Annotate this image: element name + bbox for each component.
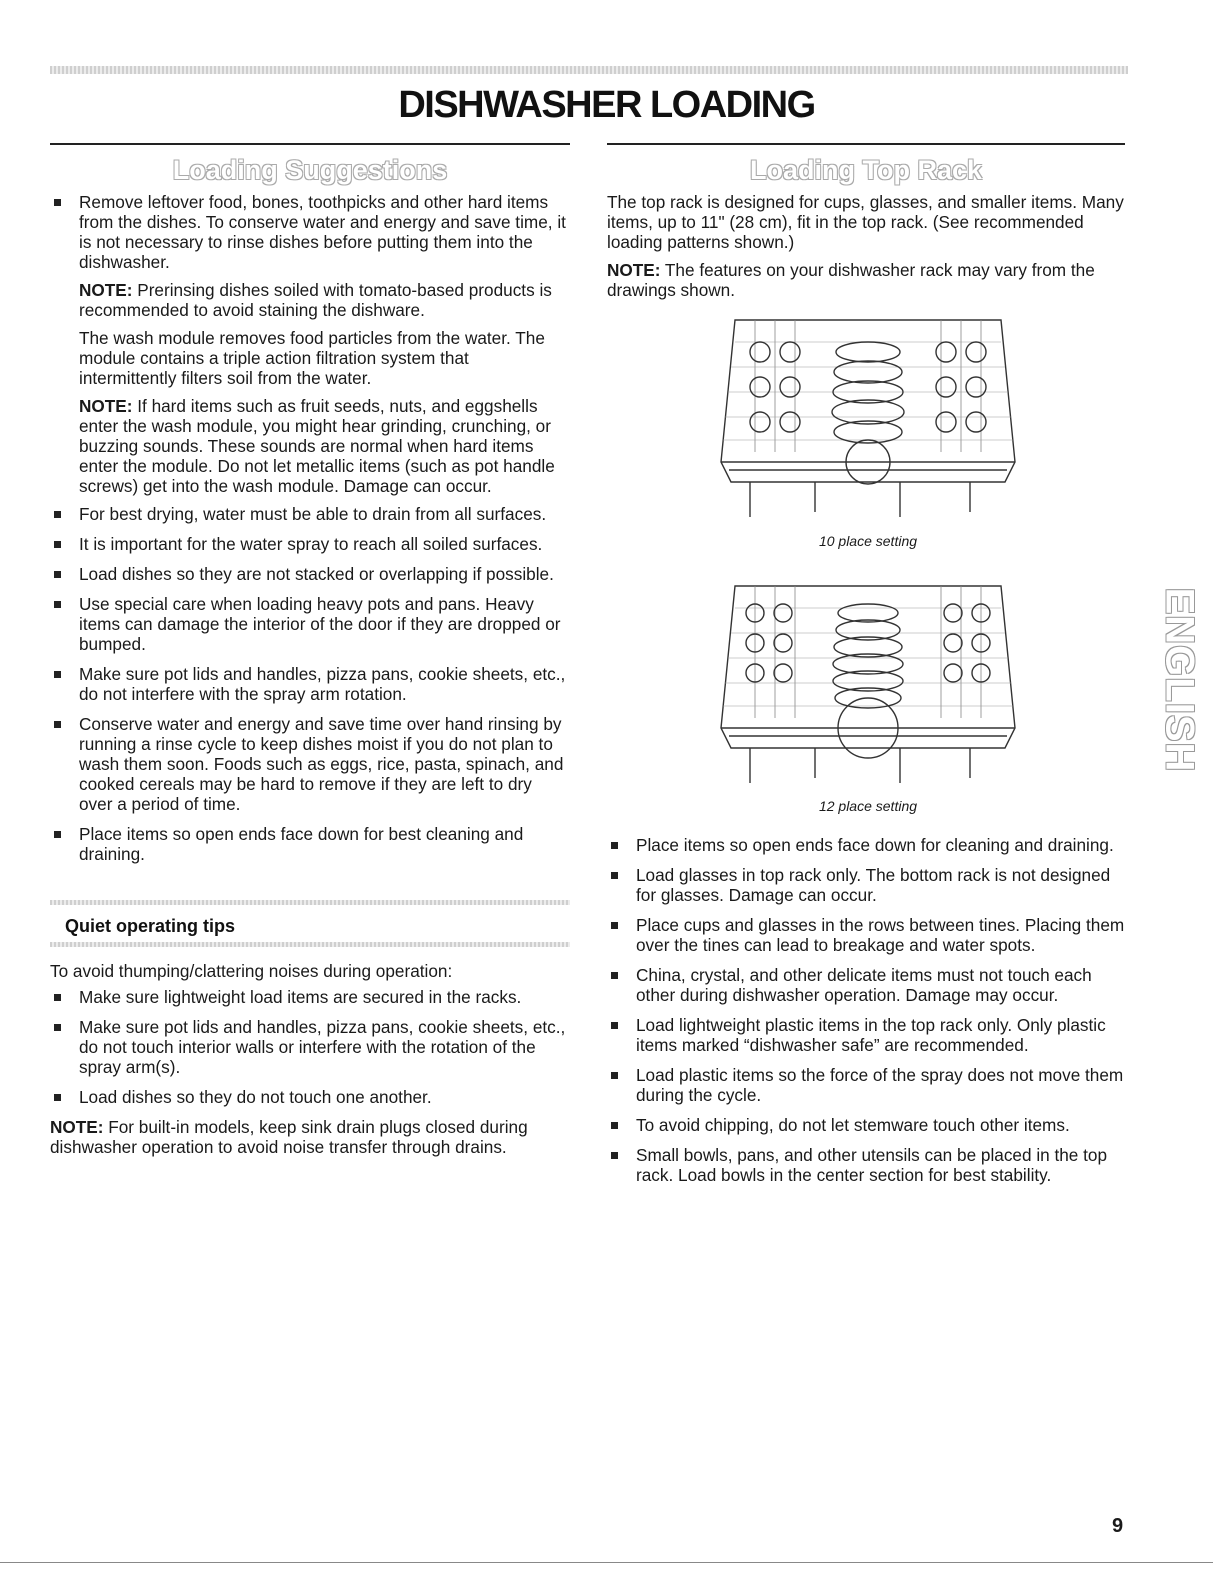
note-text: The features on your dishwasher rack may vary from the drawings shown. xyxy=(607,260,1095,300)
top-rack-tips-body xyxy=(607,835,1125,1185)
list-item: Load dishes so they do not touch one another. xyxy=(50,1087,570,1107)
note-text: Prerinsing dishes soiled with tomato-based products is recommended to avoid staining the dishware. xyxy=(79,280,552,320)
list-item: Load dishes so they are not stacked or overlapping if possible. xyxy=(50,564,570,584)
list-item: Make sure pot lids and handles, pizza pans, cookie sheets, etc., do not touch interior walls or interfere with the rotation of the spray arm(s). xyxy=(50,1017,570,1077)
list-item: Remove leftover food, bones, toothpicks and other hard items from the dishes. To conserve water and energy and save time, it is not necessary to rinse dishes before putting them into the dishwasher. xyxy=(50,192,570,272)
list-item: To avoid chipping, do not let stemware touch other items. xyxy=(607,1115,1125,1135)
page-number: 9 xyxy=(1112,1515,1124,1537)
loading-suggestions-body xyxy=(50,192,570,864)
quiet-tips-top-band xyxy=(50,900,570,905)
quiet-tips-heading: Quiet operating tips xyxy=(65,916,236,936)
rack-10-place-setting-drawing xyxy=(715,312,1021,527)
list-item: For best drying, water must be able to drain from all surfaces. xyxy=(50,504,570,524)
loading-top-rack-heading: Loading Top Rack xyxy=(749,155,982,185)
figure-caption: 12 place setting xyxy=(818,798,918,814)
note-text: If hard items such as fruit seeds, nuts, and eggshells enter the wash module, you might hear grinding, crunching, or buzzing sounds. These sounds are normal when hard items enter the module. Do not let metallic items (such as pot handle screws) get into the wash module. Damage can occur. xyxy=(79,396,555,496)
prerinse-note xyxy=(50,280,570,320)
top-rack-intro: The top rack is designed for cups, glasses, and smaller items. Many items, up to 11" (28 cm), fit in the top rack. (See recommended loading patterns shown.) xyxy=(607,192,1124,252)
list-item: Small bowls, pans, and other utensils can be placed in the top rack. Load bowls in the center section for best stability. xyxy=(607,1145,1125,1185)
list-item: Use special care when loading heavy pots and pans. Heavy items can damage the interior of the door if they are dropped or bumped. xyxy=(50,594,570,654)
top-rack-list xyxy=(607,835,1125,1185)
loading-suggestions-heading: Loading Suggestions xyxy=(172,155,448,185)
right-section-rule xyxy=(607,143,1125,145)
wash-module-paragraph: The wash module removes food particles from the water. The module contains a triple action filtration system that intermittently filters soil from the water. xyxy=(79,328,545,388)
list-item: Place items so open ends face down for best cleaning and draining. xyxy=(50,824,570,864)
built-in-note xyxy=(50,1117,570,1157)
suggestions-list xyxy=(50,192,570,272)
list-item: Make sure pot lids and handles, pizza pans, cookie sheets, etc., do not interfere with the spray arm rotation. xyxy=(50,664,570,704)
list-item: Load glasses in top rack only. The bottom rack is not designed for glasses. Damage can occur. xyxy=(607,865,1125,905)
rack-12-place-setting-drawing xyxy=(715,578,1021,793)
list-item: Load plastic items so the force of the spray does not move them during the cycle. xyxy=(607,1065,1125,1105)
list-item: Place items so open ends face down for cleaning and draining. xyxy=(607,835,1125,855)
rack-features-note xyxy=(607,260,1125,300)
note-label: NOTE: xyxy=(79,396,133,416)
suggestions-list-continued xyxy=(50,504,570,864)
hard-items-note xyxy=(50,396,570,496)
note-label: NOTE: xyxy=(50,1117,104,1137)
quiet-tips-list xyxy=(50,987,570,1107)
note-label: NOTE: xyxy=(79,280,133,300)
list-item: It is important for the water spray to reach all soiled surfaces. xyxy=(50,534,570,554)
list-item: Load lightweight plastic items in the top rack only. Only plastic items marked “dishwasher safe” are recommended. xyxy=(607,1015,1125,1055)
page-title: DISHWASHER LOADING xyxy=(398,84,815,126)
top-rack-intro-block xyxy=(607,192,1125,300)
figure-caption: 10 place setting xyxy=(818,533,918,549)
left-section-rule xyxy=(50,143,570,145)
list-item: Make sure lightweight load items are secured in the racks. xyxy=(50,987,570,1007)
language-label: ENGLISH xyxy=(1157,587,1202,773)
note-label: NOTE: xyxy=(607,260,661,280)
quiet-tips-intro: To avoid thumping/clattering noises during operation: xyxy=(50,961,453,981)
list-item: Conserve water and energy and save time over hand rinsing by running a rinse cycle to keep dishes moist if you do not plan to wash them soon. Foods such as eggs, rice, pasta, spinach, and cooked cereals may be hard to remove if they are left to dry over a period of time. xyxy=(50,714,570,814)
list-item: China, crystal, and other delicate items must not touch each other during dishwasher operation. Damage may occur. xyxy=(607,965,1125,1005)
note-text: For built-in models, keep sink drain plugs closed during dishwasher operation to avoid noise transfer through drains. xyxy=(50,1117,528,1157)
quiet-tips-body xyxy=(50,961,570,1157)
list-item: Place cups and glasses in the rows between tines. Placing them over the tines can lead to breakage and water spots. xyxy=(607,915,1125,955)
footer-rule xyxy=(0,1562,1213,1563)
header-band xyxy=(50,66,1128,74)
language-side-tab xyxy=(1155,565,1203,795)
quiet-tips-bottom-band xyxy=(50,942,570,947)
